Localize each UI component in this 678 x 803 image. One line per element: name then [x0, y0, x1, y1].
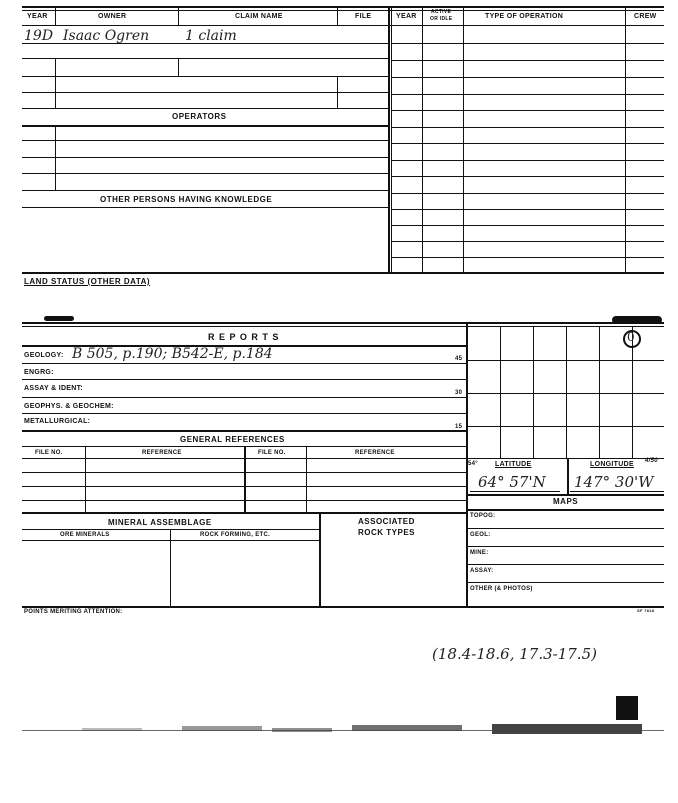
associated-label: ASSOCIATED [358, 517, 415, 526]
center-divider-inner [391, 6, 392, 274]
ops-row-line [391, 110, 664, 111]
reports-section-bottom [22, 606, 664, 608]
ops-row-line [391, 60, 664, 61]
mineral-assemblage-title: MINERAL ASSEMBLAGE [108, 518, 212, 527]
longitude-underline [570, 491, 664, 492]
other-persons-line [22, 207, 388, 208]
owner-claim-divider [178, 58, 179, 76]
ref-col-divider [306, 446, 307, 512]
maps-row-line [466, 564, 664, 565]
longitude-label: LONGITUDE [590, 461, 634, 468]
operators-row-line [22, 140, 388, 141]
crew-header: CREW [634, 13, 657, 20]
year-header: YEAR [27, 13, 48, 20]
idle-header: OR IDLE [430, 16, 453, 22]
ops-row-line [391, 209, 664, 210]
type-of-operation-header: TYPE OF OPERATION [485, 13, 564, 20]
operators-top-line [22, 108, 388, 109]
owner-row-line [22, 92, 388, 93]
maps-row-line [466, 582, 664, 583]
grid-col-line [599, 326, 600, 458]
reports-title: R E P O R T S [208, 332, 280, 342]
entry-owner: Isaac Ogren [63, 28, 150, 44]
metallurgical-label: METALLURGICAL: [24, 418, 91, 425]
reports-top-border-inner [22, 326, 664, 327]
mineral-col-divider [170, 529, 171, 606]
ref-file-no-1: FILE NO. [35, 450, 63, 456]
entry-claim-name: 1 claim [185, 28, 237, 44]
form-number: SF 7818 [637, 608, 655, 613]
topog-label: TOPOG: [470, 513, 496, 519]
ref-reference-1: REFERENCE [142, 450, 182, 456]
latitude-value: 64° 57'N [478, 473, 546, 491]
claim-name-header: CLAIM NAME [235, 13, 283, 20]
active-divider-right [463, 6, 464, 274]
geology-number: 45 [455, 356, 463, 362]
top-table-bottom-border [22, 272, 664, 274]
report-row-line [22, 363, 466, 364]
ops-row-line [391, 176, 664, 177]
year-divider [55, 6, 56, 25]
general-references-title: GENERAL REFERENCES [180, 435, 285, 444]
geophys-label: GEOPHYS. & GEOCHEM: [24, 403, 114, 410]
operators-row-line [22, 157, 388, 158]
report-row-line [22, 413, 466, 414]
ops-row-line [391, 225, 664, 226]
ops-row-line [391, 257, 664, 258]
reports-bottom-line [22, 430, 466, 432]
grid-col-line [533, 326, 534, 458]
ops-row-line [391, 94, 664, 95]
lon-suffix: 4/50 [645, 458, 658, 464]
grid-row-line [466, 426, 664, 427]
claim-file-divider [337, 76, 338, 108]
geology-value: B 505, p.190; B542-E, p.184 [72, 346, 273, 362]
ore-minerals-label: ORE MINERALS [60, 532, 110, 538]
assay-ident-label: ASSAY & IDENT: [24, 385, 84, 392]
circled-number: 0 [627, 330, 635, 344]
crew-divider [625, 6, 626, 274]
operators-header-line [22, 125, 388, 127]
longitude-value: 147° 30'W [574, 473, 654, 491]
bottom-note: (18.4-18.6, 17.3-17.5) [432, 645, 597, 663]
file-header: FILE [355, 13, 372, 20]
maps-title: MAPS [553, 497, 579, 506]
ops-row-line [391, 77, 664, 78]
land-status-label: LAND STATUS (OTHER DATA) [24, 277, 151, 286]
maps-top-line [466, 494, 664, 496]
ops-row-line [391, 241, 664, 242]
geology-label: GEOLOGY: [24, 352, 64, 359]
grid-col-line [566, 326, 567, 458]
ops-row-line [391, 143, 664, 144]
report-row-line [22, 379, 466, 380]
metallurgical-number: 15 [455, 424, 463, 430]
grid-row-line [466, 360, 664, 361]
latitude-label: LATITUDE [495, 461, 532, 468]
ref-bottom-line [22, 512, 466, 514]
owner-row-line [22, 76, 388, 77]
maps-row-line [466, 528, 664, 529]
operators-label: OPERATORS [172, 112, 227, 121]
other-persons-label: OTHER PERSONS HAVING KNOWLEDGE [100, 195, 273, 204]
center-divider [388, 6, 390, 274]
scan-noise-strip [22, 722, 664, 738]
maps-row-line [466, 546, 664, 547]
points-meriting-label: POINTS MERITING ATTENTION: [24, 609, 123, 615]
other-photos-label: OTHER (& PHOTOS) [470, 586, 533, 592]
latitude-underline [470, 491, 560, 492]
assay-number: 30 [455, 390, 463, 396]
operators-row-line [22, 173, 388, 174]
ops-row-line [391, 160, 664, 161]
report-row-line [22, 397, 466, 398]
ref-col-divider [244, 446, 246, 512]
scan-blot [44, 316, 74, 321]
rock-forming-label: ROCK FORMING, ETC. [200, 532, 271, 538]
lat-prefix: 54° [468, 461, 478, 467]
header-bottom-line [22, 25, 664, 26]
top-border-inner [22, 10, 664, 11]
assay-map-label: ASSAY: [470, 568, 494, 574]
engrg-label: ENGRG: [24, 369, 54, 376]
operators-divider [55, 125, 56, 190]
claim-divider [337, 6, 338, 25]
ref-file-no-2: FILE NO. [258, 450, 286, 456]
rock-types-label: ROCK TYPES [358, 528, 416, 537]
owner-row-line [22, 43, 388, 44]
active-header: ACTIVE [431, 9, 452, 15]
ops-row-line [391, 43, 664, 44]
maps-header-line [466, 509, 664, 511]
owner-divider [178, 6, 179, 25]
geol-label: GEOL: [470, 532, 491, 538]
grid-row-line [466, 393, 664, 394]
reports-top-border [22, 322, 664, 324]
scan-blot [616, 696, 638, 720]
ops-row-line [391, 193, 664, 194]
ops-row-line [391, 127, 664, 128]
owner-year-divider [55, 58, 56, 108]
grid-bottom-line [466, 458, 664, 459]
associated-divider [319, 512, 321, 606]
grid-col-line [500, 326, 501, 458]
top-border [22, 6, 664, 8]
entry-year: 19D [24, 28, 54, 44]
other-persons-top-line [22, 190, 388, 191]
owner-row-line [22, 58, 388, 59]
mine-label: MINE: [470, 550, 489, 556]
ref-col-divider [85, 446, 86, 512]
owner-header: OWNER [98, 13, 127, 20]
lat-lon-divider [567, 458, 569, 494]
year2-header: YEAR [396, 13, 417, 20]
active-divider-left [422, 6, 423, 274]
ref-reference-2: REFERENCE [355, 450, 395, 456]
